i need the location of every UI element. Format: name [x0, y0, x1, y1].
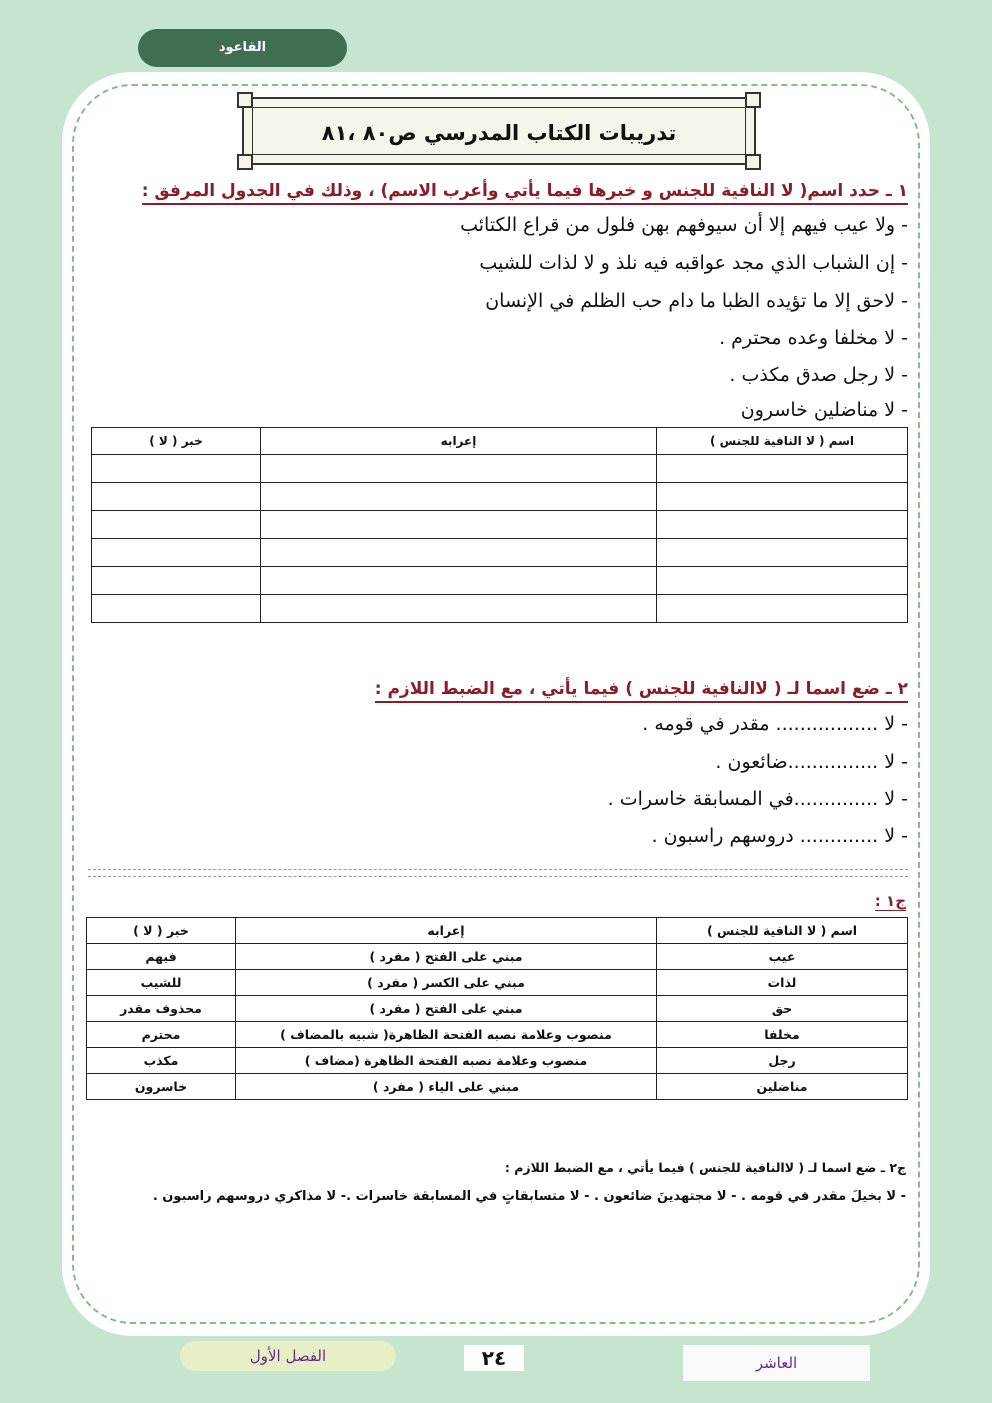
author-tag: القاعود — [138, 29, 347, 67]
q2-line: - لا ..............في المسابقة خاسرات . — [607, 788, 908, 810]
table-cell: عيب — [657, 944, 908, 970]
q1-line: - لا رجل صدق مكذب . — [729, 364, 908, 386]
table-cell: مبني على الكسر ( مفرد ) — [236, 970, 657, 996]
table-cell[interactable] — [657, 511, 908, 539]
table-cell[interactable] — [92, 511, 261, 539]
table-cell: محترم — [87, 1022, 236, 1048]
page-number: ٢٤ — [464, 1345, 524, 1371]
table-cell: مبني على الياء ( مفرد ) — [236, 1074, 657, 1100]
footer-semester: الفصل الأول — [180, 1341, 396, 1371]
q1-empty-table — [91, 427, 908, 623]
table-cell[interactable] — [92, 567, 261, 595]
footer-grade: العاشر — [683, 1345, 870, 1381]
table-cell[interactable] — [657, 455, 908, 483]
table-row — [87, 1074, 908, 1100]
table-cell: مبني على الفتح ( مفرد ) — [236, 944, 657, 970]
table-row — [92, 595, 908, 623]
title-box — [242, 97, 756, 165]
table-row — [92, 455, 908, 483]
q1-line: - لاحق إلا ما تؤيده الظبا ما دام حب الظلم في الإنسان — [485, 290, 908, 312]
table-cell[interactable] — [261, 539, 657, 567]
table-cell[interactable] — [92, 539, 261, 567]
table-cell[interactable] — [657, 483, 908, 511]
table-row — [87, 996, 908, 1022]
table-header: إعرابه — [236, 918, 657, 944]
table-row — [92, 539, 908, 567]
table-cell[interactable] — [261, 567, 657, 595]
table-cell[interactable] — [261, 511, 657, 539]
answer-1-table — [86, 917, 908, 1100]
table-cell: محذوف مقدر — [87, 996, 236, 1022]
q2-line: - لا ...............ضائعون . — [715, 751, 908, 773]
page-title: تدريبات الكتاب المدرسي ص٨٠ ،٨١ — [321, 121, 677, 145]
question-2-heading: ٢ ـ ضع اسما لـ ( لاالنافية للجنس ) فيما يأتي ، مع الضبط اللازم : — [375, 679, 908, 703]
answer-1-label: ج١ : — [874, 892, 906, 910]
table-cell: للشيب — [87, 970, 236, 996]
table-cell: فيهم — [87, 944, 236, 970]
table-cell: مناضلين — [657, 1074, 908, 1100]
table-row — [87, 970, 908, 996]
q2-line: - لا ............. دروسهم راسبون . — [651, 825, 908, 847]
table-row — [87, 944, 908, 970]
table-row — [92, 483, 908, 511]
table-cell[interactable] — [657, 567, 908, 595]
table-cell[interactable] — [261, 595, 657, 623]
table-header: خبر ( لا ) — [92, 428, 261, 455]
table-cell[interactable] — [92, 455, 261, 483]
table-cell: مكذب — [87, 1048, 236, 1074]
table-cell[interactable] — [92, 595, 261, 623]
q2-line: - لا ................. مقدر في قومه . — [642, 713, 908, 735]
q1-line: - ولا عيب فيهم إلا أن سيوفهم بهن فلول من قراع الكتائب — [460, 214, 908, 236]
table-row — [92, 511, 908, 539]
table-header: اسم ( لا النافية للجنس ) — [657, 428, 908, 455]
table-cell: حق — [657, 996, 908, 1022]
table-cell[interactable] — [261, 455, 657, 483]
q1-line: - إن الشباب الذي مجد عواقبه فيه نلذ و لا لذات للشيب — [479, 252, 908, 274]
table-cell[interactable] — [657, 539, 908, 567]
table-cell: خاسرون — [87, 1074, 236, 1100]
table-header-row — [92, 428, 908, 455]
q1-line: - لا مخلفا وعده محترم . — [719, 327, 908, 349]
separator-line — [88, 869, 908, 877]
table-cell: مبني على الفتح ( مفرد ) — [236, 996, 657, 1022]
table-cell: مخلفا — [657, 1022, 908, 1048]
table-cell: منصوب وعلامة نصبه الفتحة الظاهرة (مضاف ) — [236, 1048, 657, 1074]
table-header: اسم ( لا النافية للجنس ) — [657, 918, 908, 944]
answer-2-text: - لا بخيلَ مقدر في قومه . - لا مجتهدينَ ضائعون . - لا متسابقاتٍ في المسابقة خاسرات .- لا مذاكري دروسهم راسبون . — [152, 1189, 906, 1204]
table-cell: رجل — [657, 1048, 908, 1074]
table-row — [87, 1048, 908, 1074]
table-cell[interactable] — [261, 483, 657, 511]
table-cell[interactable] — [92, 483, 261, 511]
table-cell: لذات — [657, 970, 908, 996]
question-1-heading: ١ ـ حدد اسم( لا النافية للجنس و خبرها فيما يأتي وأعرب الاسم) ، وذلك في الجدول المرفق : — [142, 181, 908, 205]
table-header: إعرابه — [261, 428, 657, 455]
table-row — [92, 567, 908, 595]
table-cell: منصوب وعلامة نصبه الفتحة الظاهرة( شبيه بالمضاف ) — [236, 1022, 657, 1048]
table-header: خبر ( لا ) — [87, 918, 236, 944]
answer-2-heading: ج٢ ـ ضع اسما لـ ( لاالنافية للجنس ) فيما يأتي ، مع الضبط اللازم : — [504, 1160, 906, 1175]
table-row — [87, 1022, 908, 1048]
q1-line: - لا مناضلين خاسرون — [740, 399, 908, 421]
table-header-row — [87, 918, 908, 944]
table-cell[interactable] — [657, 595, 908, 623]
